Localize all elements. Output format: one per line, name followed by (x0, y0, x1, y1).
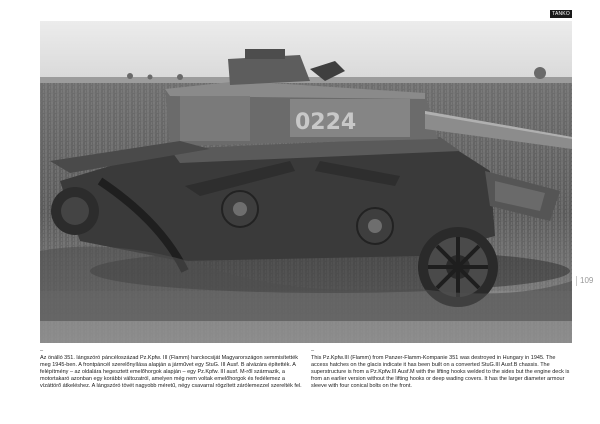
caption-english (311, 348, 573, 390)
caption-marker: – (311, 348, 315, 354)
caption-hungarian (40, 348, 302, 390)
caption-hungarian-text: Az önálló 351. lángszóró páncéloszázad Pz.Kpfw. III (Flamm) harckocsiját Magyarországon semmisítették meg 1945-ben. A frontpáncél szerelőnyílása alapján a járművet egy StuG. III Ausf. B alvázára építették. A felépítmény – az oldalára hegesztett emelőhorgok alapján – egy Pz.Kpfw. III ausf. M-ről származik, a motortakaró azonban egy korábbi változatról, amelyen még nem voltak emelőhorgok és fedélemez a vízáttörő átkeléshez. A lángszóró tövét nagyobb méretű, négy csavarral rögzített zárólemezzel szerelték fel. (40, 355, 302, 390)
hull-number: 0224 (295, 110, 357, 135)
caption-marker: – (40, 348, 44, 354)
page-number: 109 (576, 276, 593, 286)
tank-wreck-photo (40, 21, 572, 343)
caption-english-text: This Pz.Kpfw.III (Flamm) from Panzer-Flamm-Kompanie 351 was destroyed in Hungary in 1945. The access hatches on the glacis indicate it has been built on a converted StuG.III Ausf.B chassis. The superstructure is from a Pz.Kpfw.III Ausf.M with the lifting hooks welded to the sides but the engine deck is from an earlier version without the lifting hooks or deep wading covers. It has the larger diameter armour sleeve with four conical bolts on the front. (311, 355, 570, 390)
publisher-badge: TANKO (550, 10, 572, 18)
